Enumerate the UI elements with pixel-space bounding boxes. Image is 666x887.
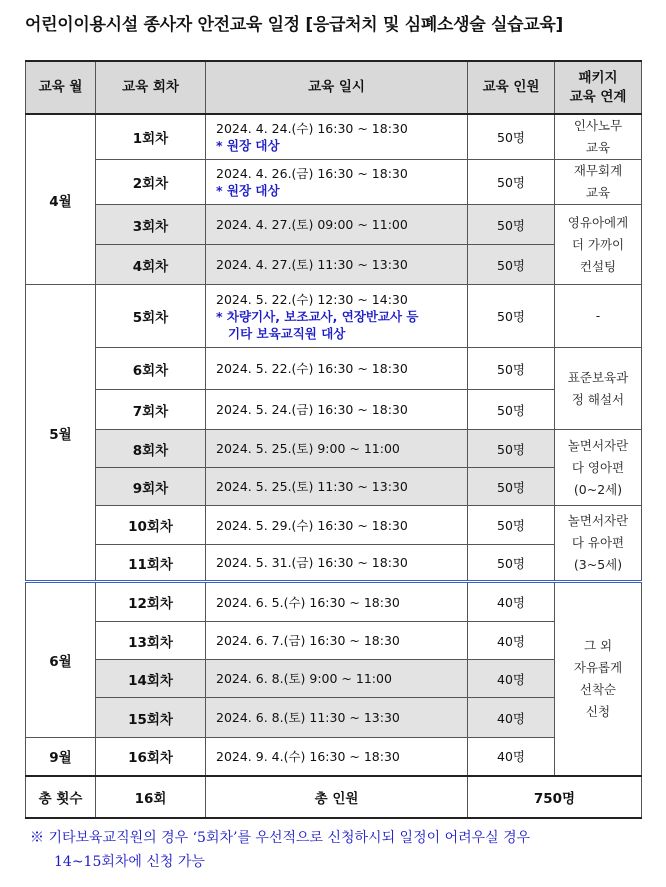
header-datetime: 교육 일시	[206, 61, 468, 114]
total-label: 총 횟수	[26, 776, 96, 818]
footnote	[30, 826, 640, 874]
session-cell: 14회차	[96, 660, 206, 698]
table-row	[26, 738, 642, 776]
target-note: * 원장 대상	[216, 183, 280, 198]
schedule-table	[25, 60, 642, 819]
session-cell: 8회차	[96, 430, 206, 468]
datetime-cell: 2024. 4. 26.(금) 16:30 ~ 18:30 * 원장 대상	[206, 160, 468, 205]
target-note: 기타 보육교직원 대상	[228, 325, 346, 341]
footnote-line-2: 14~15회차에 신청 가능	[54, 854, 205, 870]
datetime-cell: 2024. 9. 4.(수) 16:30 ~ 18:30	[206, 738, 468, 776]
table-row	[26, 390, 642, 430]
count-cell: 50명	[468, 160, 555, 205]
datetime-cell: 2024. 5. 29.(수) 16:30 ~ 18:30	[206, 506, 468, 545]
table-row	[26, 114, 642, 160]
datetime-cell: 2024. 6. 8.(토) 11:30 ~ 13:30	[206, 698, 468, 738]
month-cell: 6월	[26, 582, 96, 738]
count-cell: 50명	[468, 545, 555, 582]
package-cell: 그 외 자유롭게 선착순 신청	[555, 582, 642, 776]
datetime-cell: 2024. 5. 25.(토) 9:00 ~ 11:00	[206, 430, 468, 468]
count-cell: 50명	[468, 245, 555, 285]
datetime-cell: 2024. 5. 25.(토) 11:30 ~ 13:30	[206, 468, 468, 506]
table-row	[26, 285, 642, 348]
table-row	[26, 468, 642, 506]
count-cell: 50명	[468, 114, 555, 160]
session-cell: 7회차	[96, 390, 206, 430]
session-cell: 5회차	[96, 285, 206, 348]
package-cell: 놀면서자란 다 영아편 (0~2세)	[555, 430, 642, 506]
count-cell: 50명	[468, 506, 555, 545]
header-count: 교육 인원	[468, 61, 555, 114]
datetime-cell: 2024. 6. 7.(금) 16:30 ~ 18:30	[206, 622, 468, 660]
session-cell: 2회차	[96, 160, 206, 205]
count-cell: 50명	[468, 285, 555, 348]
count-cell: 50명	[468, 390, 555, 430]
table-row	[26, 622, 642, 660]
header-row	[26, 61, 642, 114]
datetime-cell: 2024. 5. 31.(금) 16:30 ~ 18:30	[206, 545, 468, 582]
package-cell: 영유아에게 더 가까이 컨설팅	[555, 205, 642, 285]
table-row	[26, 506, 642, 545]
session-cell: 16회차	[96, 738, 206, 776]
table-row	[26, 660, 642, 698]
table-row	[26, 348, 642, 390]
session-cell: 9회차	[96, 468, 206, 506]
month-cell: 4월	[26, 114, 96, 285]
count-cell: 40명	[468, 622, 555, 660]
datetime-cell: 2024. 5. 22.(수) 12:30 ~ 14:30 * 차량기사, 보조교사, 연장반교사 등 기타 보육교직원 대상	[206, 285, 468, 348]
datetime-cell: 2024. 4. 24.(수) 16:30 ~ 18:30 * 원장 대상	[206, 114, 468, 160]
page-title: 어린이이용시설 종사자 안전교육 일정 [응급처치 및 심폐소생술 실습교육]	[25, 15, 563, 35]
session-cell: 1회차	[96, 114, 206, 160]
table-row	[26, 545, 642, 582]
header-session: 교육 회차	[96, 61, 206, 114]
table-row	[26, 430, 642, 468]
header-package: 패키지 교육 연계	[555, 61, 642, 114]
count-cell: 40명	[468, 698, 555, 738]
table-row	[26, 160, 642, 205]
session-cell: 10회차	[96, 506, 206, 545]
target-note: * 원장 대상	[216, 138, 280, 153]
package-cell: 재무회계 교육	[555, 160, 642, 205]
datetime-cell: 2024. 4. 27.(토) 11:30 ~ 13:30	[206, 245, 468, 285]
table-row	[26, 582, 642, 622]
session-cell: 12회차	[96, 582, 206, 622]
session-cell: 11회차	[96, 545, 206, 582]
total-row	[26, 776, 642, 818]
package-cell: 놀면서자란 다 유아편 (3~5세)	[555, 506, 642, 582]
target-note: * 차량기사, 보조교사, 연장반교사 등	[216, 308, 419, 324]
session-cell: 4회차	[96, 245, 206, 285]
month-cell: 9월	[26, 738, 96, 776]
datetime-cell: 2024. 5. 22.(수) 16:30 ~ 18:30	[206, 348, 468, 390]
count-cell: 40명	[468, 660, 555, 698]
package-cell: 표준보육과 정 해설서	[555, 348, 642, 430]
header-month: 교육 월	[26, 61, 96, 114]
total-people-label: 총 인원	[206, 776, 468, 818]
datetime-cell: 2024. 4. 27.(토) 09:00 ~ 11:00	[206, 205, 468, 245]
datetime-cell: 2024. 5. 24.(금) 16:30 ~ 18:30	[206, 390, 468, 430]
count-cell: 40명	[468, 738, 555, 776]
table-row	[26, 698, 642, 738]
session-cell: 3회차	[96, 205, 206, 245]
table-row	[26, 245, 642, 285]
count-cell: 50명	[468, 348, 555, 390]
package-cell: -	[555, 285, 642, 348]
session-cell: 13회차	[96, 622, 206, 660]
session-cell: 15회차	[96, 698, 206, 738]
count-cell: 40명	[468, 582, 555, 622]
datetime-cell: 2024. 6. 8.(토) 9:00 ~ 11:00	[206, 660, 468, 698]
count-cell: 50명	[468, 205, 555, 245]
datetime-cell: 2024. 6. 5.(수) 16:30 ~ 18:30	[206, 582, 468, 622]
total-people: 750명	[468, 776, 642, 818]
month-cell: 5월	[26, 285, 96, 582]
count-cell: 50명	[468, 468, 555, 506]
package-cell: 인사노무 교육	[555, 114, 642, 160]
total-sessions: 16회	[96, 776, 206, 818]
table-row	[26, 205, 642, 245]
footnote-line-1: ※ 기타보육교직원의 경우 ‘5회차’를 우선적으로 신청하시되 일정이 어려우실 경우	[30, 830, 531, 846]
count-cell: 50명	[468, 430, 555, 468]
session-cell: 6회차	[96, 348, 206, 390]
